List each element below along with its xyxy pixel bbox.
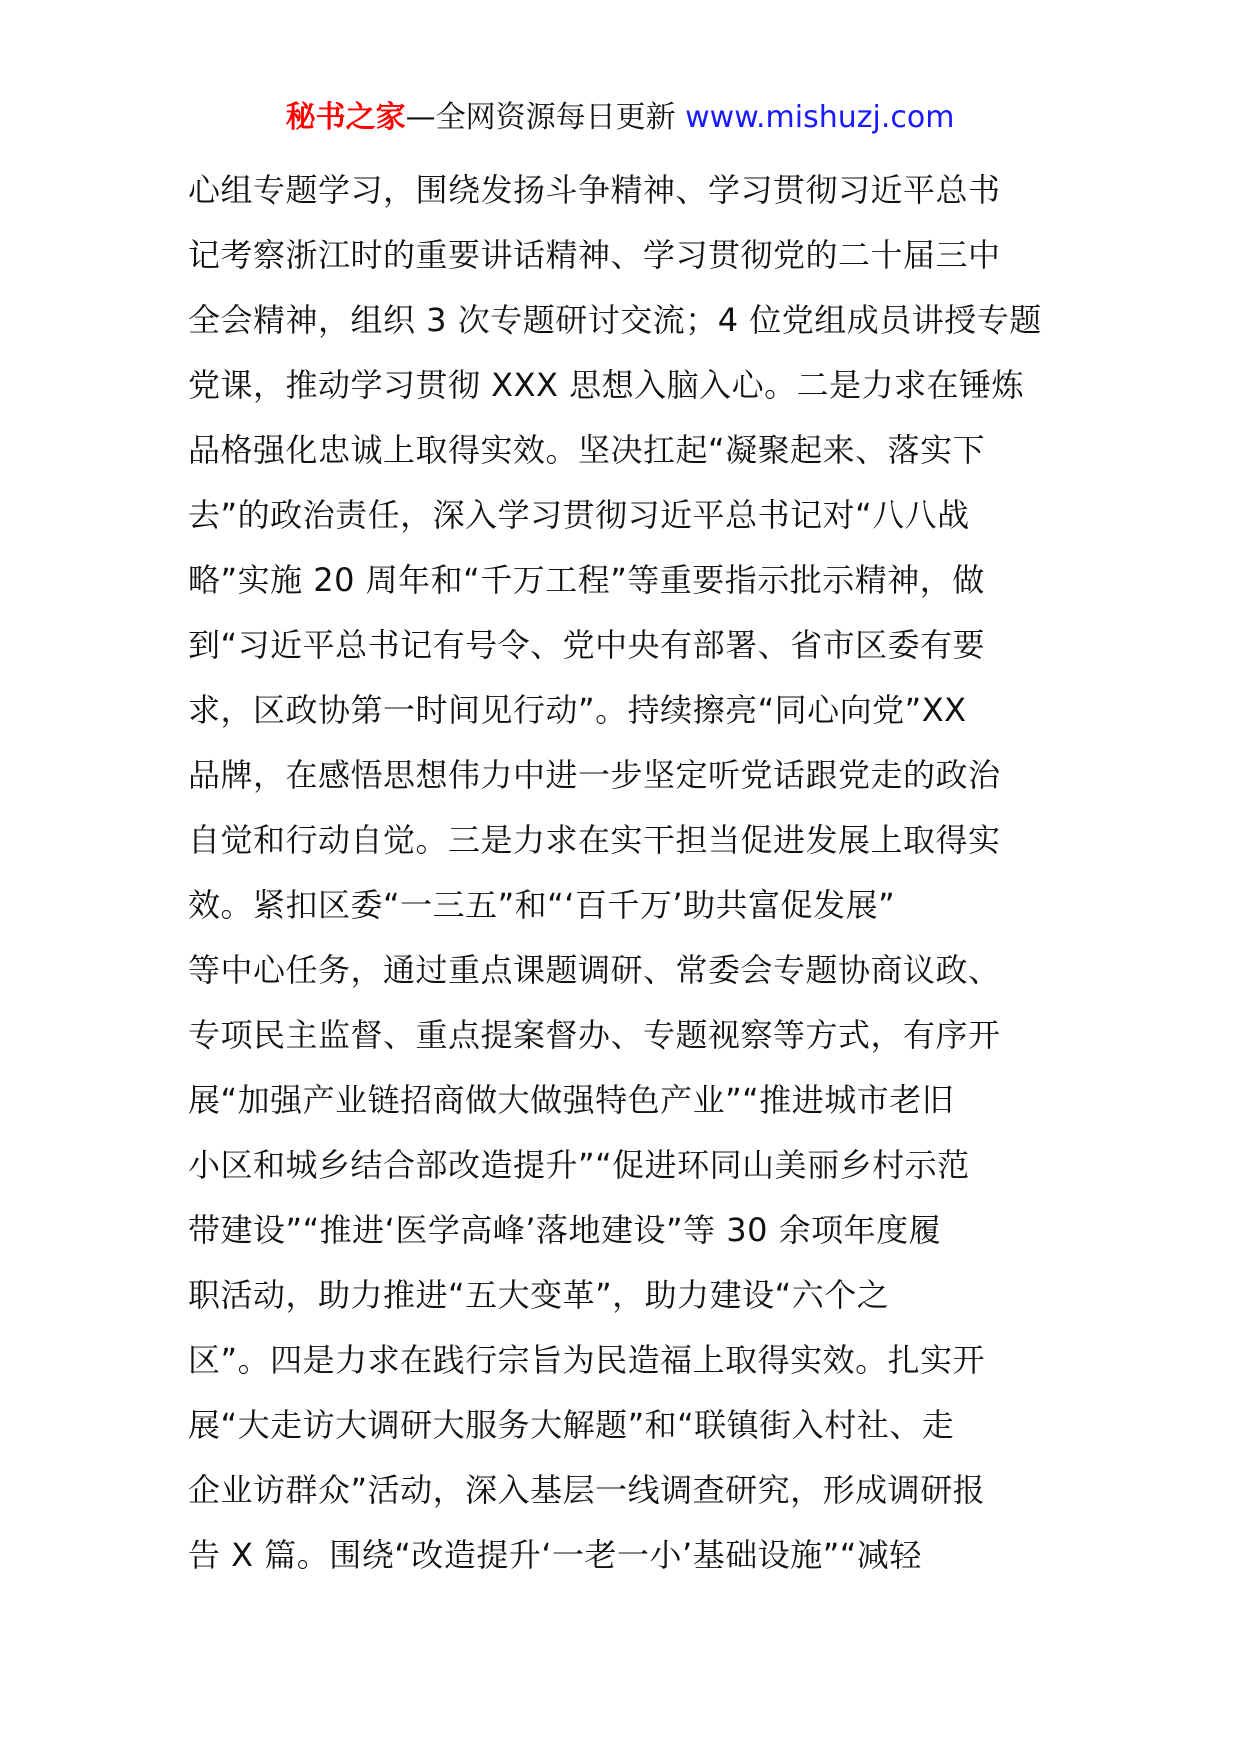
text-line: 告 X 篇。围绕“改造提升‘一老一小’基础设施”“减轻: [188, 1536, 922, 1574]
text-line: 品格强化忠诚上取得实效。坚决扛起“凝聚起来、落实下: [188, 431, 986, 469]
brand-name: 秘书之家: [285, 100, 406, 135]
text-line: 小区和城乡结合部改造提升”“促进环同山美丽乡村示范: [188, 1146, 970, 1184]
text-line: 自觉和行动自觉。三是力求在实干担当促进发展上取得实: [188, 821, 1001, 859]
site-url-link[interactable]: www.mishuzj.com: [685, 100, 955, 135]
header-tagline: —全网资源每日更新: [405, 100, 686, 135]
text-line: 企业访群众”活动，深入基层一线调查研究，形成调研报: [188, 1471, 986, 1509]
text-line: 展“加强产业链招商做大做强特色产业”“推进城市老旧: [188, 1081, 955, 1119]
text-line: 带建设”“推进‘医学高峰’落地建设”等 30 余项年度履: [188, 1211, 942, 1249]
text-line: 去”的政治责任，深入学习贯彻习近平总书记对“八八战: [188, 496, 970, 534]
text-line: 心组专题学习，围绕发扬斗争精神、学习贯彻习近平总书: [188, 171, 1001, 209]
text-line: 品牌，在感悟思想伟力中进一步坚定听党话跟党走的政治: [188, 756, 1001, 794]
text-line: 区”。四是力求在践行宗旨为民造福上取得实效。扎实开: [188, 1341, 986, 1379]
text-line: 效。紧扣区委“一三五”和“‘百千万’助共富促发展”: [188, 886, 896, 924]
text-line: 等中心任务，通过重点课题调研、常委会专题协商议政、: [188, 951, 1001, 989]
document-body: [188, 158, 1088, 1588]
text-line: 求，区政协第一时间见行动”。持续擦亮“同心向党”XX: [188, 691, 967, 729]
text-line: 略”实施 20 周年和“千万工程”等重要指示批示精神，做: [188, 561, 985, 599]
page-header: [0, 98, 1240, 138]
text-line: 党课，推动学习贯彻 XXX 思想入脑入心。二是力求在锤炼: [188, 366, 1025, 404]
text-line: 记考察浙江时的重要讲话精神、学习贯彻党的二十届三中: [188, 236, 1001, 274]
text-line: 专项民主监督、重点提案督办、专题视察等方式，有序开: [188, 1016, 1001, 1054]
text-line: 到“习近平总书记有号令、党中央有部署、省市区委有要: [188, 626, 986, 664]
text-line: 职活动，助力推进“五大变革”，助力建设“六个之: [188, 1276, 890, 1314]
text-line: 展“大走访大调研大服务大解题”和“联镇街入村社、走: [188, 1406, 955, 1444]
text-line: 全会精神，组织 3 次专题研讨交流；4 位党组成员讲授专题: [188, 301, 1042, 339]
